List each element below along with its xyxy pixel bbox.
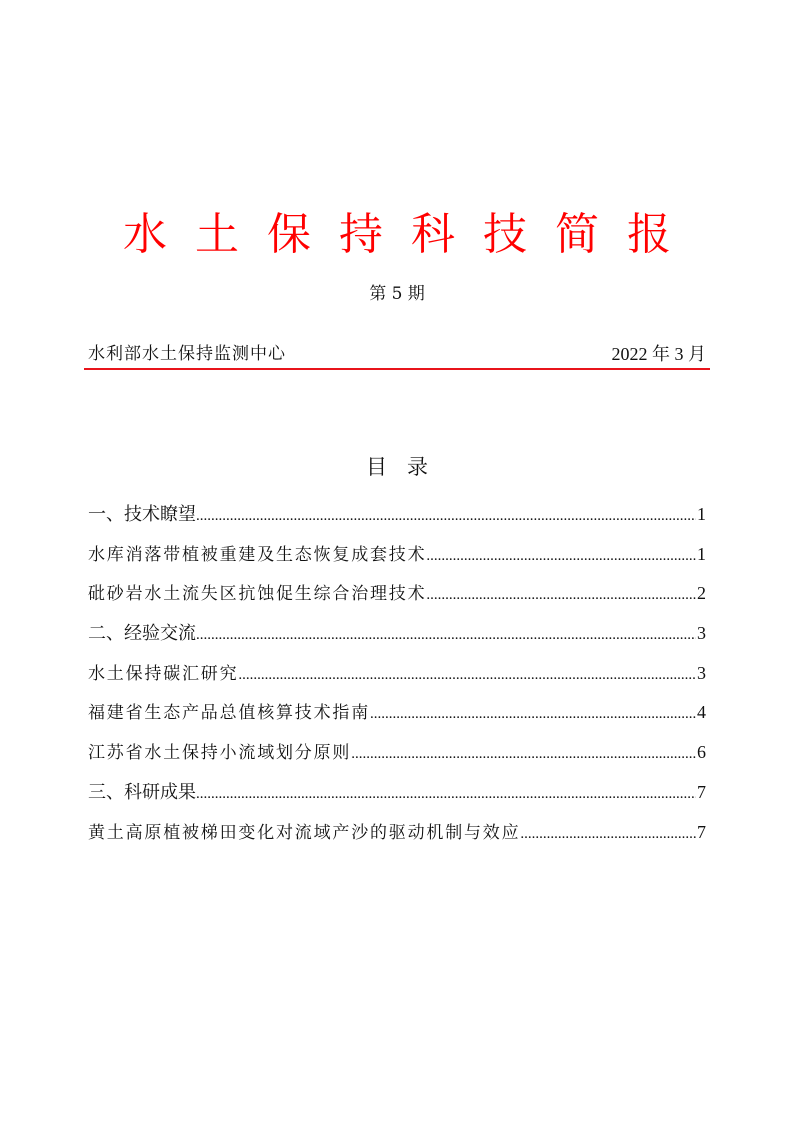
toc-leader-dots [238,661,696,689]
toc-entry-item[interactable] [88,818,706,858]
toc-entry-item[interactable] [88,698,706,738]
toc-page-number: 3 [697,623,706,644]
toc-entry-section[interactable] [88,500,706,540]
toc-entry-label: 砒砂岩水土流失区抗蚀促生综合治理技术 [88,584,427,605]
toc-entry-label: 水库消落带植被重建及生态恢复成套技术 [88,544,427,565]
toc-page-number: 1 [697,504,706,524]
toc-leader-dots [196,780,696,808]
toc-entry-section[interactable] [88,778,706,818]
organization-name: 水利部水土保持监测中心 [88,344,286,364]
toc-page-number: 7 [697,781,706,802]
toc-leader-dots [351,740,696,768]
bulletin-title: 水土保持科技简报 [123,209,699,260]
red-divider-line [84,368,710,370]
toc-entry-label: 水土保持碳汇研究 [88,663,239,684]
toc-entry-item[interactable] [88,738,706,778]
issue-number: 第 5 期 [369,284,425,304]
toc-leader-dots [520,820,696,848]
toc-leader-dots [370,700,696,728]
toc-title: 目录 [366,455,448,479]
toc-entry-label: 三、科研成果 [88,781,196,803]
toc-entry-label: 二、经验交流 [88,623,196,645]
toc-entry-item[interactable] [88,579,706,619]
toc-page-number: 3 [697,662,706,683]
table-of-contents [88,500,706,857]
toc-entry-section[interactable] [88,619,706,659]
toc-leader-dots [426,581,696,609]
toc-entry-label: 江苏省水土保持小流域划分原则 [88,743,352,764]
toc-page-number: 6 [697,742,706,763]
toc-page-number: 1 [697,543,706,564]
masthead-row [88,342,706,366]
toc-page-number: 7 [697,821,706,842]
toc-page-number: 2 [697,583,706,604]
toc-leader-dots [426,542,696,570]
toc-leader-dots [196,621,696,649]
toc-entry-label: 福建省生态产品总值核算技术指南 [88,703,370,724]
toc-entry-label: 黄土高原植被梯田变化对流域产沙的驱动机制与效应 [88,822,521,843]
toc-entry-item[interactable] [88,659,706,699]
toc-page-number: 4 [697,702,706,723]
publication-date: 2022 年 3 月 [611,344,706,364]
toc-leader-dots [196,502,696,530]
toc-entry-item[interactable] [88,540,706,580]
toc-entry-label: 一、技术瞭望 [88,504,196,525]
